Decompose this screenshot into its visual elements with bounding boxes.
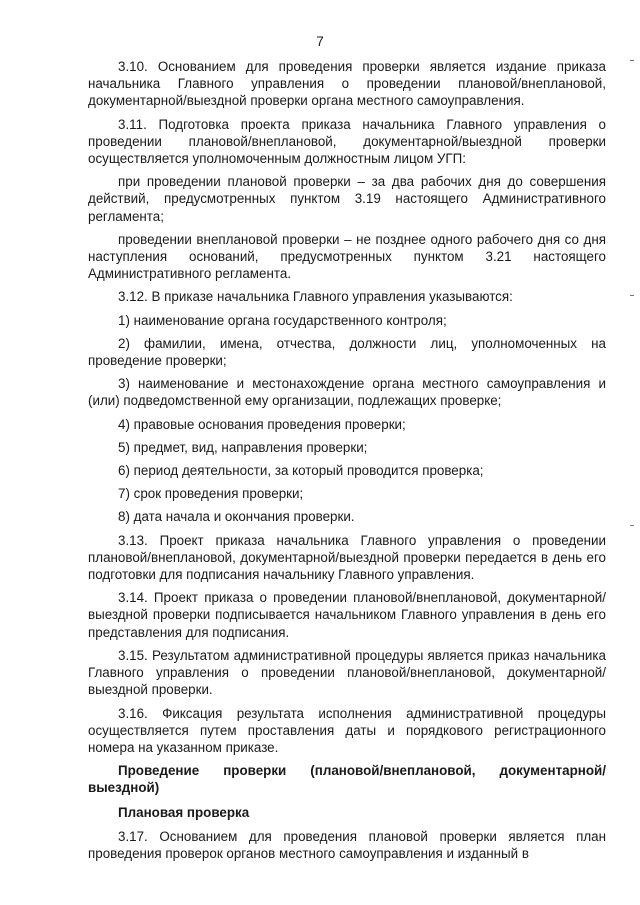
paragraph-3-12: 3.12. В приказе начальника Главного управления указываются: — [118, 289, 513, 305]
section-heading: Проведение проверки (плановой/внеплановой, документарной/выездной) — [88, 763, 606, 796]
paragraph-planned-deadline: при проведении плановой проверки – за два рабочих дня до совершения действий, предусмотренных пунктом 3.19 настоящего Административного регламента; — [88, 174, 606, 224]
paragraph-3-16: 3.16. Фиксация результата исполнения административной процедуры осуществляется путем проставления даты и порядкового регистрационного номера на указанном приказе. — [88, 705, 606, 755]
list-item-7: 7) срок проведения проверки; — [118, 486, 304, 502]
paragraph-3-17: 3.17. Основанием для проведения плановой проверки является план проведения проверок органов местного самоуправления и изданный в — [88, 828, 606, 861]
paragraph-3-15: 3.15. Результатом административной процедуры является приказ начальника Главного управления о проведении плановой/внеплановой, документарной/выездной проверки. — [88, 647, 606, 698]
paragraph-3-13: 3.13. Проект приказа начальника Главного управления о проведении плановой/внеплановой, документарной/выездной проверки передается в день его подготовки для подписания начальнику Главного управления. — [88, 532, 606, 583]
scan-edge-mark — [630, 60, 634, 61]
list-item-3: 3) наименование и местонахождение органа местного самоуправления и (или) подведомственной ему организации, подлежащих проверке; — [88, 376, 606, 409]
list-item-8: 8) дата начала и окончания проверки. — [118, 509, 355, 525]
paragraph-3-14: 3.14. Проект приказа о проведении плановой/внеплановой, документарной/выездной проверки подписывается начальником Главного управления в день его представления для подписания. — [88, 590, 606, 640]
list-item-2: 2) фамилии, имена, отчества, должности лиц, уполномоченных на проведение проверки; — [88, 335, 606, 369]
paragraph-3-11: 3.11. Подготовка проекта приказа начальника Главного управления о проведении плановой/внеплановой, документарной/выездной проверки осуществляется уполномоченным должностным лицом УГП: — [88, 116, 606, 167]
list-item-4: 4) правовые основания проведения проверки; — [118, 416, 406, 432]
list-item-6: 6) период деятельности, за который проводится проверка; — [118, 463, 484, 479]
list-item-1: 1) наименование органа государственного контроля; — [118, 312, 447, 328]
scan-edge-mark — [630, 295, 634, 296]
document-body — [88, 58, 606, 868]
scan-edge-mark — [630, 525, 634, 526]
section-subheading: Плановая проверка — [118, 804, 250, 820]
paragraph-3-10: 3.10. Основанием для проведения проверки является издание приказа начальника Главного управления о проведении плановой/внеплановой, документарной/выездной проверки органа местного самоуправления. — [88, 59, 606, 109]
paragraph-unplanned-deadline: проведении внеплановой проверки – не позднее одного рабочего дня со дня наступления оснований, предусмотренных пунктом 3.21 настоящего Административного регламента. — [88, 231, 606, 282]
page-number: 7 — [316, 34, 324, 49]
list-item-5: 5) предмет, вид, направления проверки; — [118, 439, 368, 455]
